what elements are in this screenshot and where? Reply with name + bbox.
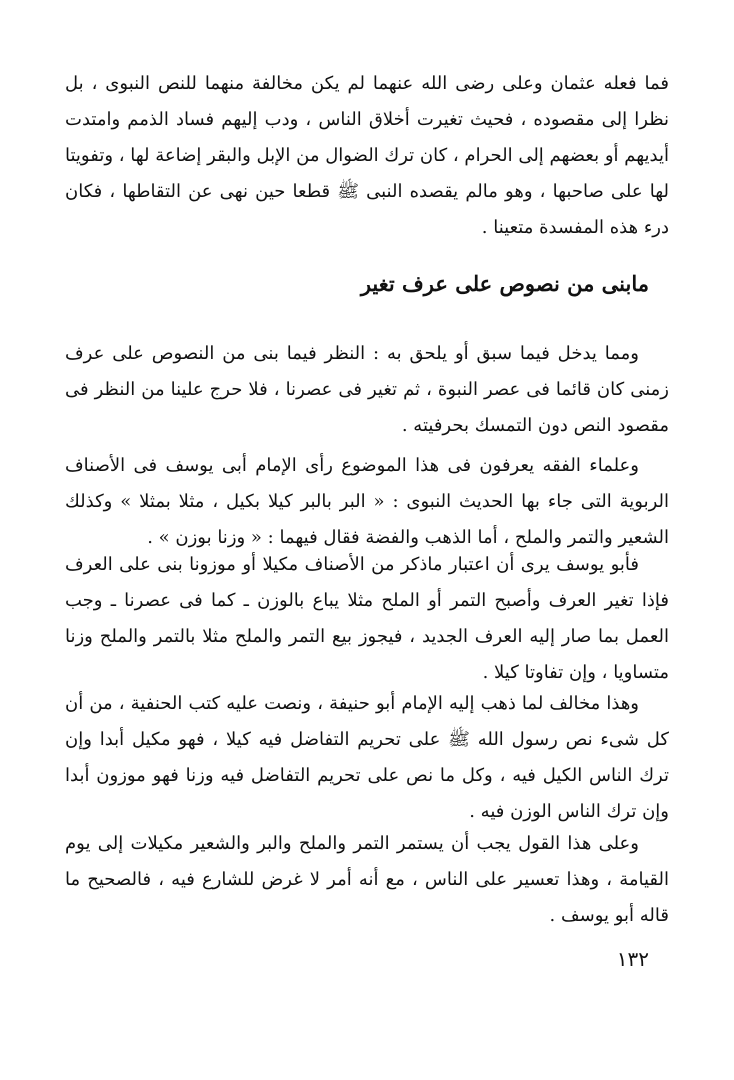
paragraph-4: فأبو يوسف يرى أن اعتبار ماذكر من الأصناف مكيلا أو موزونا بنى على العرف فإذا تغير العرف وأصبح التمر أو الملح مثلا يباع بالوزن ـ كما فى عصرنا ـ وجب العمل بما صار إليه العرف الجديد ، فيجوز بيع التمر والملح مثلا بالتمر والملح وزنا متساويا ، وإن تفاوتا كيلا . [65, 554, 669, 683]
paragraph-3: وعلماء الفقه يعرفون فى هذا الموضوع رأى الإمام أبى يوسف فى الأصناف الربوية التى جاء بها الحديث النبوى : « البر بالبر كيلا بكيل ، مثلا بمثلا » وكذلك الشعير والتمر والملح ، أما الذهب والفضة فقال فيهما : « وزنا بوزن » . [65, 455, 669, 548]
section-heading: مابنى من نصوص على عرف تغير [360, 271, 649, 296]
paragraph-5: وهذا مخالف لما ذهب إليه الإمام أبو حنيفة ، ونصت عليه كتب الحنفية ، من أن كل شىء نص رسول الله ﷺ على تحريم التفاضل فيه كيلا ، فهو مكيل أبدا وإن ترك الناس الكيل فيه ، وكل ما نص على تحريم التفاضل فيه وزنا فهو موزون أبدا وإن ترك الناس الوزن فيه . [65, 693, 669, 822]
paragraph-6: وعلى هذا القول يجب أن يستمر التمر والملح والبر والشعير مكيلات إلى يوم القيامة ، وهذا تعسير على الناس ، مع أنه أمر لا غرض للشارع فيه ، فالصحيح ما قاله أبو يوسف . [65, 833, 669, 926]
paragraph-2: ومما يدخل فيما سبق أو يلحق به : النظر فيما بنى من النصوص على عرف زمنى كان قائما فى عصر النبوة ، ثم تغير فى عصرنا ، فلا حرج علينا من النظر فى مقصود النص دون التمسك بحرفيته . [65, 343, 669, 436]
page-number: ١٣٢ [616, 947, 649, 971]
paragraph-1: فما فعله عثمان وعلى رضى الله عنهما لم يكن مخالفة منهما للنص النبوى ، بل نظرا إلى مقصوده ، فحيث تغيرت أخلاق الناس ، ودب إليهم فساد الذمم وامتدت أيديهم أو بعضهم إلى الحرام ، كان ترك الضوال من الإبل والبقر إضاعة لها ، وتفويتا لها على صاحبها ، وهو مالم يقصده النبى ﷺ قطعا حين نهى عن التقاطها ، فكان درء هذه المفسدة متعينا . [64, 73, 670, 238]
